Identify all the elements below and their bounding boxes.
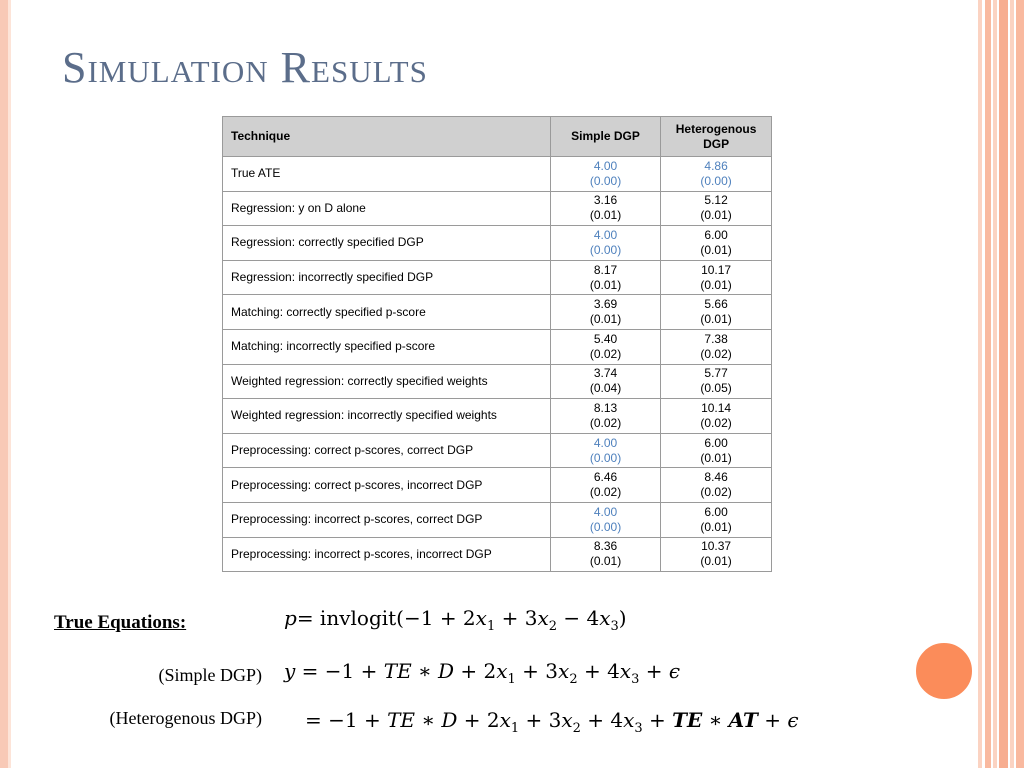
eq-text: = −1 +	[295, 659, 384, 683]
eq-text: = invlogit(−1 + 2	[296, 606, 476, 630]
estimate-value: 8.13	[593, 400, 618, 415]
heterogenous-dgp-cell	[661, 329, 772, 364]
simple-dgp-equation	[284, 659, 680, 687]
technique-cell	[223, 226, 551, 261]
eq-symbol: x	[599, 606, 611, 630]
table-row	[223, 329, 772, 364]
standard-error: (0.05)	[700, 381, 732, 396]
eq-subscript: 3	[610, 619, 619, 634]
standard-error: (0.00)	[700, 173, 732, 188]
technique-label: True ATE	[231, 166, 281, 181]
eq-text: ∗	[411, 659, 439, 683]
right-stripe-decoration	[985, 0, 991, 768]
estimate-value: 3.74	[593, 366, 618, 381]
heterogenous-dgp-cell	[661, 191, 772, 226]
header-simple-dgp: Simple DGP	[550, 117, 660, 157]
standard-error: (0.02)	[589, 346, 622, 361]
eq-symbol: x	[619, 659, 632, 683]
estimate-value: 8.36	[593, 539, 618, 554]
eq-symbol: x	[496, 659, 508, 683]
technique-label: Regression: correctly specified DGP	[231, 235, 424, 250]
standard-error: (0.00)	[589, 242, 622, 257]
eq-symbol-bold: TE	[672, 708, 703, 732]
technique-cell	[223, 433, 551, 468]
eq-symbol: D	[441, 708, 458, 732]
eq-text: + 3	[515, 659, 559, 683]
eq-text: + 4	[580, 708, 624, 732]
estimate-value: 8.46	[704, 470, 728, 485]
eq-text: +	[639, 659, 669, 683]
technique-cell	[223, 295, 551, 330]
simple-dgp-cell	[550, 260, 660, 295]
standard-error: (0.02)	[589, 415, 622, 430]
heterogenous-dgp-cell	[661, 226, 772, 261]
table-body	[223, 157, 772, 572]
technique-label: Regression: y on D alone	[231, 200, 366, 215]
simple-dgp-cell	[550, 399, 660, 434]
eq-subscript: 2	[569, 672, 578, 687]
true-equations-heading: True Equations:	[54, 612, 187, 633]
eq-text: +	[642, 708, 673, 732]
eq-symbol: ϵ	[787, 708, 799, 732]
eq-text: ∗	[415, 708, 442, 732]
eq-symbol: D	[438, 659, 455, 683]
table-row	[223, 226, 772, 261]
right-stripe-decoration	[999, 0, 1008, 768]
right-stripe-decoration	[978, 0, 982, 768]
technique-label: Weighted regression: correctly specified weights	[231, 373, 488, 388]
eq-subscript: 3	[634, 721, 643, 736]
heterogenous-dgp-cell	[661, 364, 772, 399]
eq-symbol: p	[284, 606, 297, 630]
standard-error: (0.01)	[589, 277, 622, 292]
heterogenous-dgp-cell	[661, 502, 772, 537]
estimate-value: 5.66	[704, 297, 728, 312]
eq-subscript: 1	[510, 721, 520, 736]
technique-cell	[223, 260, 551, 295]
standard-error: (0.01)	[589, 554, 622, 569]
standard-error: (0.02)	[589, 485, 622, 500]
heterogenous-dgp-cell	[661, 537, 772, 572]
technique-cell	[223, 191, 551, 226]
technique-cell	[223, 329, 551, 364]
standard-error: (0.00)	[589, 173, 622, 188]
eq-text: ∗	[702, 708, 729, 732]
technique-cell	[223, 502, 551, 537]
heterogenous-dgp-cell	[661, 399, 772, 434]
eq-text: − 4	[557, 606, 600, 630]
simple-dgp-cell	[550, 364, 660, 399]
simple-dgp-cell	[550, 537, 660, 572]
table-row	[223, 364, 772, 399]
right-stripe-decoration	[1010, 0, 1014, 768]
eq-text: = −1 +	[305, 708, 388, 732]
eq-subscript: 2	[548, 619, 557, 634]
estimate-value: 5.40	[593, 331, 618, 346]
eq-symbol: x	[623, 708, 635, 732]
estimate-value: 10.17	[701, 262, 732, 277]
right-stripe-decoration	[993, 0, 997, 768]
eq-symbol: x	[558, 659, 570, 683]
table-row	[223, 260, 772, 295]
results-table	[222, 116, 772, 572]
heterogenous-dgp-cell	[661, 295, 772, 330]
table-row	[223, 537, 772, 572]
eq-text: )	[618, 606, 627, 630]
technique-cell	[223, 537, 551, 572]
table-row	[223, 295, 772, 330]
header-technique: Technique	[223, 117, 551, 157]
estimate-value: 10.14	[701, 400, 732, 415]
estimate-value: 3.69	[593, 297, 618, 312]
table-row	[223, 157, 772, 192]
eq-symbol: TE	[387, 708, 416, 732]
heterogenous-dgp-equation	[305, 708, 799, 736]
eq-symbol: x	[475, 606, 487, 630]
eq-text: +	[757, 708, 788, 732]
simple-dgp-cell	[550, 226, 660, 261]
standard-error: (0.01)	[589, 208, 622, 223]
simple-dgp-label: (Simple DGP)	[158, 665, 262, 685]
standard-error: (0.01)	[700, 208, 732, 223]
table-row	[223, 399, 772, 434]
technique-cell	[223, 157, 551, 192]
standard-error: (0.01)	[700, 277, 732, 292]
estimate-value: 5.12	[704, 193, 728, 208]
technique-label: Regression: incorrectly specified DGP	[231, 270, 434, 285]
standard-error: (0.02)	[700, 485, 732, 500]
standard-error: (0.04)	[589, 381, 622, 396]
technique-label: Matching: incorrectly specified p-score	[231, 339, 436, 354]
estimate-value: 6.46	[593, 470, 618, 485]
table-row	[223, 191, 772, 226]
simple-dgp-cell	[550, 468, 660, 503]
standard-error: (0.01)	[700, 312, 732, 327]
estimate-value: 4.00	[593, 227, 618, 242]
standard-error: (0.01)	[700, 242, 732, 257]
simple-dgp-cell	[550, 433, 660, 468]
table-header-row	[223, 117, 772, 157]
eq-symbol: ϵ	[668, 659, 681, 683]
estimate-value: 10.37	[701, 539, 732, 554]
estimate-value: 7.38	[704, 331, 728, 346]
estimate-value: 6.00	[704, 435, 728, 450]
table-row	[223, 502, 772, 537]
header-heterogenous-dgp: Heterogenous DGP	[661, 117, 772, 157]
heterogenous-dgp-cell	[661, 433, 772, 468]
standard-error: (0.01)	[589, 312, 622, 327]
eq-text: + 3	[519, 708, 562, 732]
eq-symbol: x	[537, 606, 549, 630]
decorative-circle	[913, 640, 975, 702]
standard-error: (0.02)	[700, 346, 732, 361]
eq-subscript: 2	[572, 721, 581, 736]
standard-error: (0.01)	[700, 450, 732, 465]
heterogenous-dgp-cell	[661, 157, 772, 192]
standard-error: (0.01)	[700, 554, 732, 569]
eq-symbol: TE	[383, 659, 412, 683]
eq-text: + 2	[457, 708, 500, 732]
technique-label: Preprocessing: correct p-scores, incorrect DGP	[231, 477, 483, 492]
eq-symbol: y	[284, 659, 296, 683]
estimate-value: 5.77	[704, 366, 728, 381]
eq-subscript: 3	[631, 672, 640, 687]
estimate-value: 6.00	[704, 227, 728, 242]
eq-subscript: 1	[486, 619, 496, 634]
estimate-value: 3.16	[593, 193, 618, 208]
estimate-value: 4.00	[593, 435, 618, 450]
technique-label: Preprocessing: correct p-scores, correct DGP	[231, 443, 474, 458]
estimate-value: 4.86	[704, 158, 728, 173]
simple-dgp-cell	[550, 295, 660, 330]
eq-text: + 2	[454, 659, 497, 683]
technique-cell	[223, 399, 551, 434]
simple-dgp-cell	[550, 502, 660, 537]
left-border-decoration-inner	[8, 0, 11, 768]
heterogenous-dgp-label: (Heterogenous DGP)	[109, 708, 262, 728]
table-row	[223, 433, 772, 468]
right-stripe-decoration	[1016, 0, 1024, 768]
technique-cell	[223, 364, 551, 399]
estimate-value: 4.00	[593, 504, 618, 519]
technique-label: Preprocessing: incorrect p-scores, correct DGP	[231, 512, 483, 527]
simple-dgp-cell	[550, 329, 660, 364]
standard-error: (0.02)	[700, 415, 732, 430]
left-border-decoration	[0, 0, 8, 768]
simple-dgp-cell	[550, 191, 660, 226]
table-row	[223, 468, 772, 503]
slide-title: Simulation Results	[62, 43, 428, 92]
eq-symbol: x	[499, 708, 511, 732]
technique-label: Weighted regression: incorrectly specified weights	[231, 408, 497, 423]
p-score-equation	[284, 606, 627, 634]
heterogenous-dgp-cell	[661, 260, 772, 295]
estimate-value: 8.17	[593, 262, 618, 277]
eq-subscript: 1	[507, 672, 516, 687]
eq-symbol: x	[561, 708, 573, 732]
standard-error: (0.00)	[589, 450, 622, 465]
estimate-value: 4.00	[593, 158, 618, 173]
technique-cell	[223, 468, 551, 503]
eq-text: + 4	[577, 659, 620, 683]
technique-label: Matching: correctly specified p-score	[231, 304, 426, 319]
eq-symbol-bold: AT	[728, 708, 758, 732]
eq-text: + 3	[495, 606, 538, 630]
technique-label: Preprocessing: incorrect p-scores, incorrect DGP	[231, 546, 492, 561]
standard-error: (0.00)	[589, 519, 622, 534]
simple-dgp-cell	[550, 157, 660, 192]
heterogenous-dgp-cell	[661, 468, 772, 503]
estimate-value: 6.00	[704, 504, 728, 519]
standard-error: (0.01)	[700, 519, 732, 534]
